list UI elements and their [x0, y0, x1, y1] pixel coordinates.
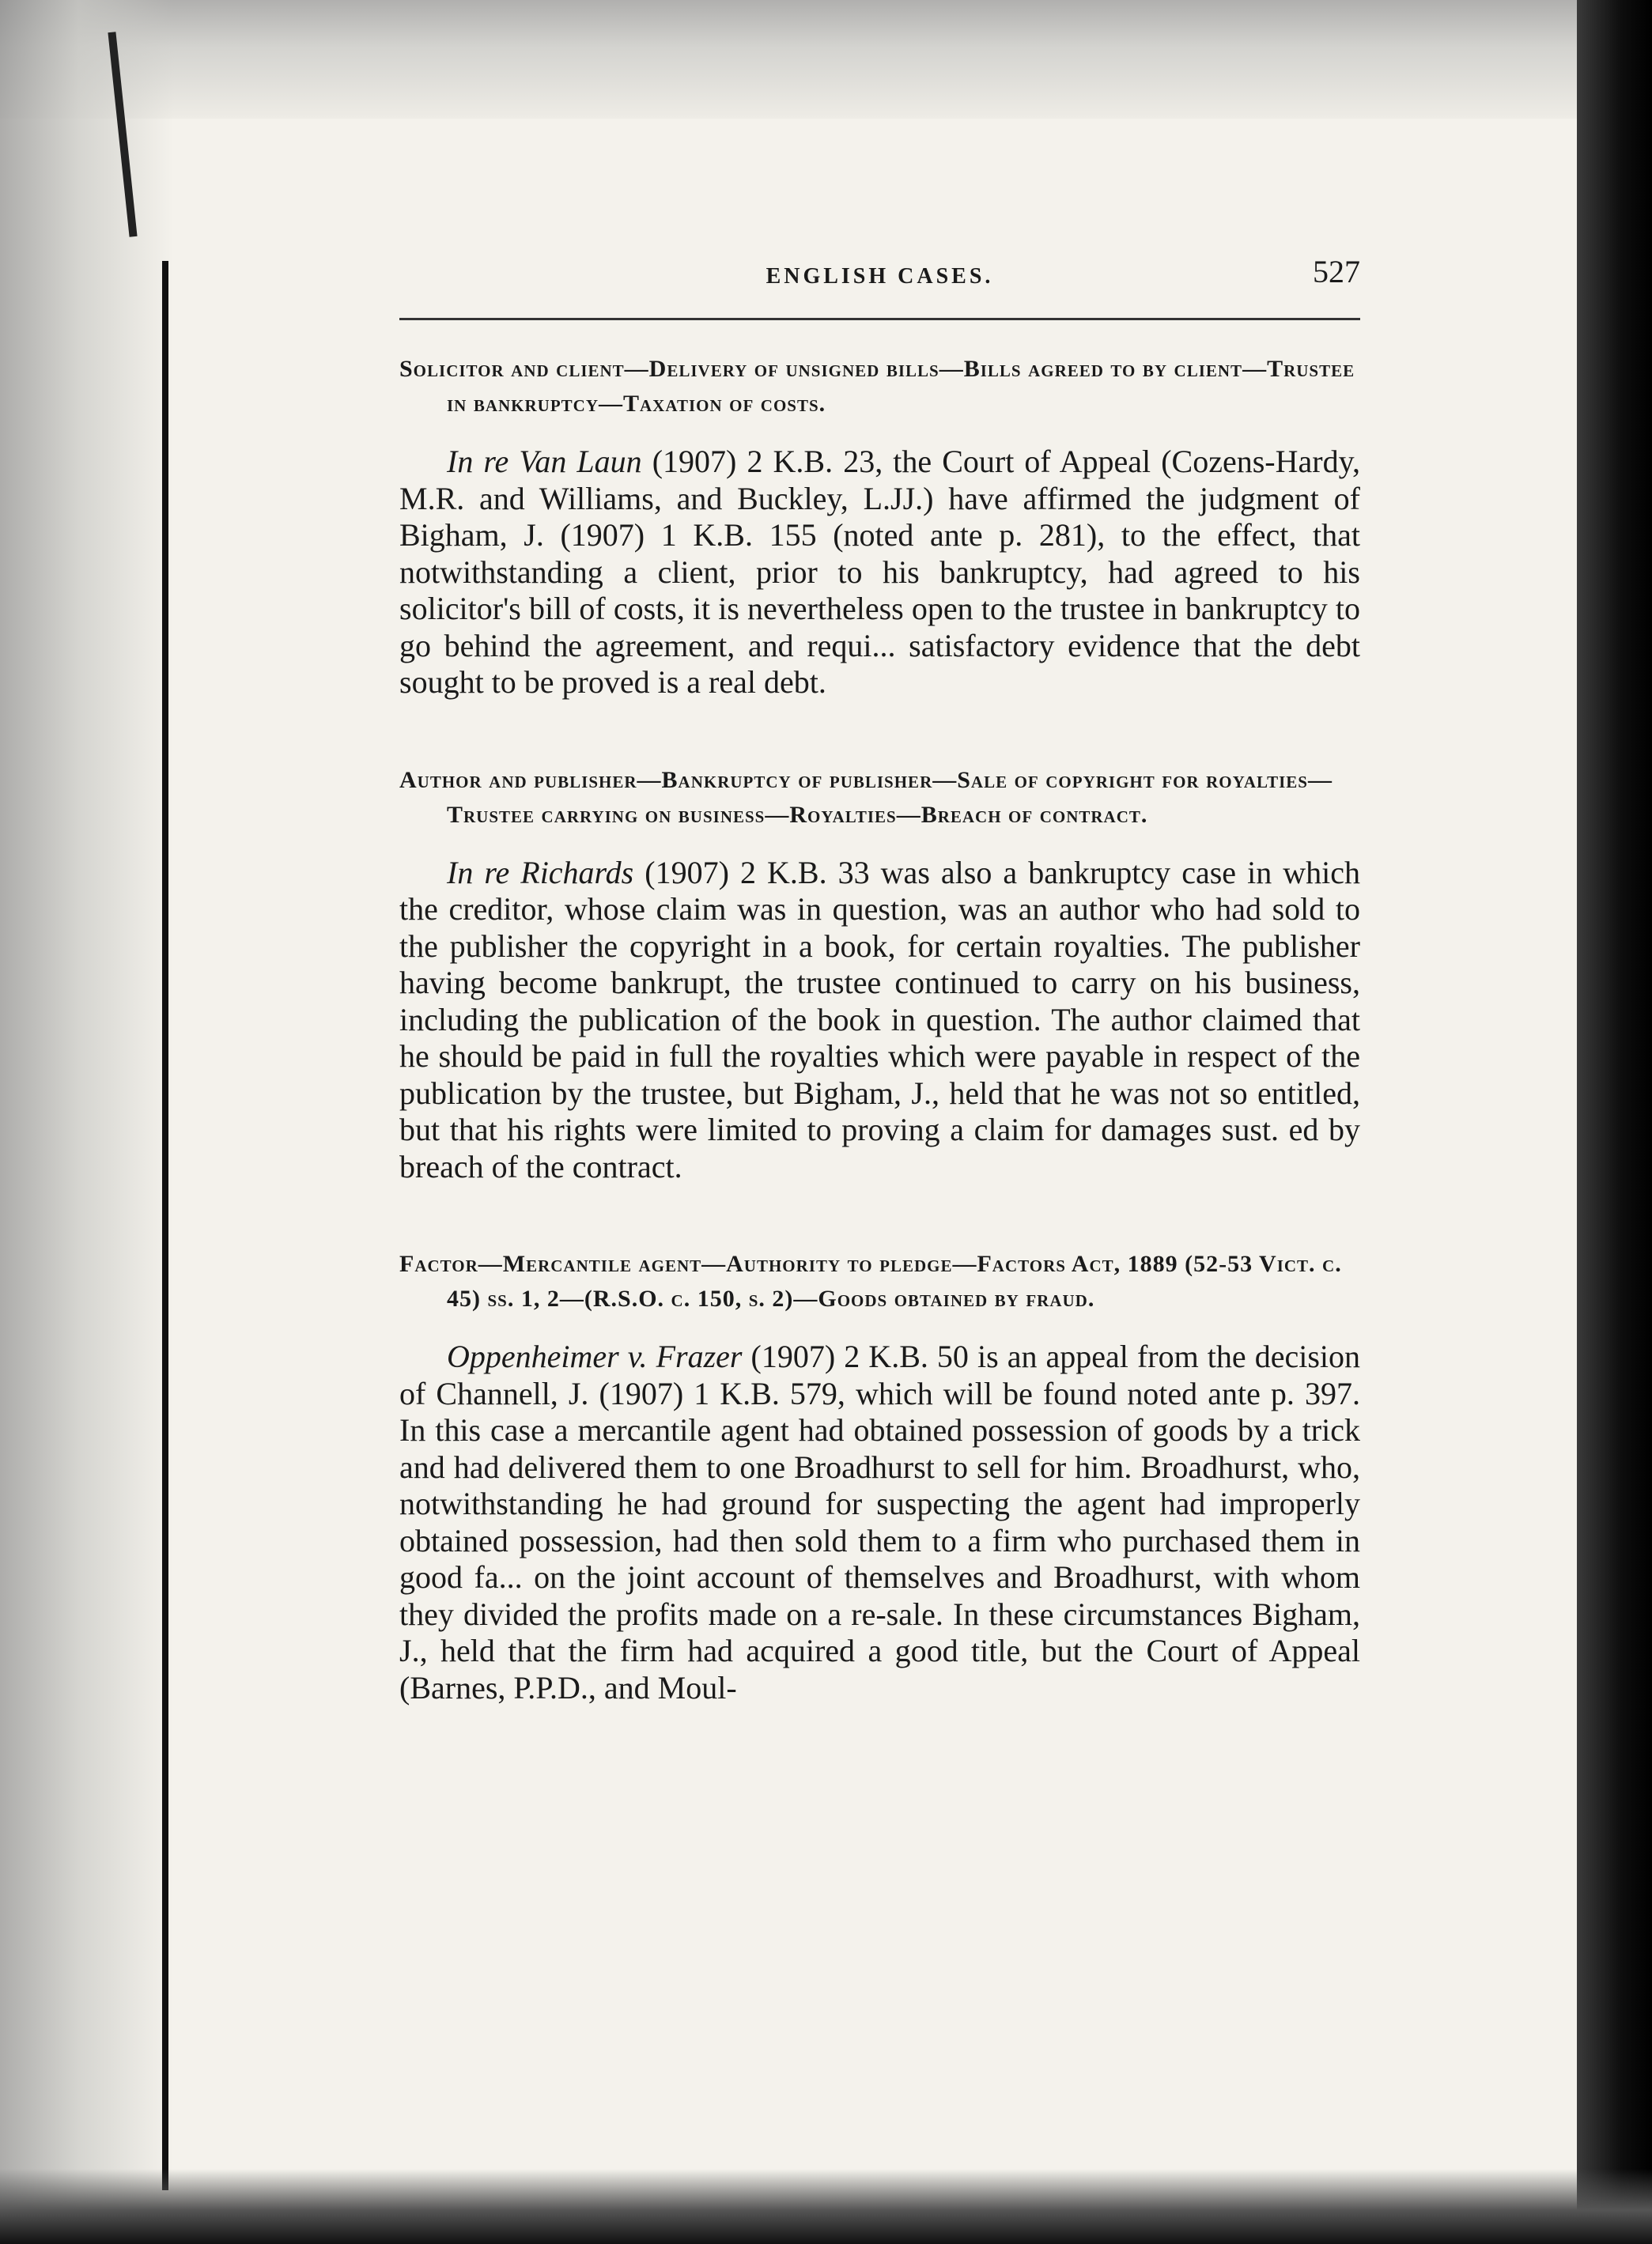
- page-number: 527: [1313, 254, 1360, 289]
- case-name: In re Richards: [447, 854, 634, 890]
- scan-binding-edge: [162, 261, 168, 2190]
- scan-shadow-right: [1577, 0, 1652, 2244]
- case-section: [399, 763, 1360, 1186]
- section-heading: Solicitor and client—Delivery of unsigned bills—Bills agreed to by client—Trustee in bankruptcy—Taxation of costs.: [399, 356, 1355, 417]
- case-paragraph: [399, 444, 1360, 701]
- case-name: In re Van Laun: [447, 444, 642, 479]
- book-page: [399, 253, 1360, 1768]
- scan-shadow-bottom: [0, 2169, 1652, 2244]
- case-body: (1907) 2 K.B. 23, the Court of Appeal (Cozens-Hardy, M.R. and Williams, and Buckley, L.JJ.) have affirmed the judgment of Bigham, J. (1907) 1 K.B. 155 (noted ante p. 281), to the effect, that notwithstanding a client, prior to his bankruptcy, had agreed to his solicitor's bill of costs, it is nevertheless open to the trustee in bankruptcy to go behind the agreement, and requi... satisfactory evidence that the debt sought to be proved is a real debt.: [399, 444, 1360, 700]
- running-title: ENGLISH CASES.: [766, 264, 994, 289]
- section-heading: Factor—Mercantile agent—Authority to pledge—Factors Act, 1889 (52-53 Vict. c. 45) ss. 1, 2—(R.S.O. c. 150, s. 2)—Goods obtained by fraud.: [399, 1251, 1342, 1312]
- header-rule: [399, 318, 1360, 320]
- scan-shadow-top: [0, 0, 1652, 119]
- running-head: [399, 253, 1360, 300]
- case-body: (1907) 2 K.B. 50 is an appeal from the decision of Channell, J. (1907) 1 K.B. 579, which will be found noted ante p. 397. In this case a mercantile agent had obtained possession of goods by a trick and had delivered them to one Broadhurst to sell for him. Broadhurst, who, notwithstanding he had ground for suspecting the agent had improperly obtained possession, had then sold them to a firm who purchased them in good fa... on the joint account of themselves and Broadhurst, with whom they divided the profits made on a re-sale. In these circumstances Bigham, J., held that the firm had acquired a good title, but the Court of Appeal (Barnes, P.P.D., and Moul-: [399, 1339, 1360, 1706]
- scan-shadow-left: [0, 0, 174, 2244]
- section-heading: Author and publisher—Bankruptcy of publisher—Sale of copyright for royalties—Trustee carrying on business—Royalties—Breach of contract.: [399, 766, 1333, 828]
- case-section: [399, 1247, 1360, 1706]
- case-name: Oppenheimer v. Frazer: [447, 1339, 743, 1374]
- case-section: [399, 352, 1360, 701]
- case-body: (1907) 2 K.B. 33 was also a bankruptcy case in which the creditor, whose claim was in question, was an author who had sold to the publisher the copyright in a book, for certain royalties. The publisher having become bankrupt, the trustee continued to carry on his business, including the publication of the book in question. The author claimed that he should be paid in full the royalties which were payable in respect of the publication by the trustee, but Bigham, J., held that he was not so entitled, but that his rights were limited to proving a claim for damages sust. ed by breach of the contract.: [399, 854, 1360, 1184]
- case-paragraph: [399, 855, 1360, 1186]
- case-paragraph: [399, 1339, 1360, 1706]
